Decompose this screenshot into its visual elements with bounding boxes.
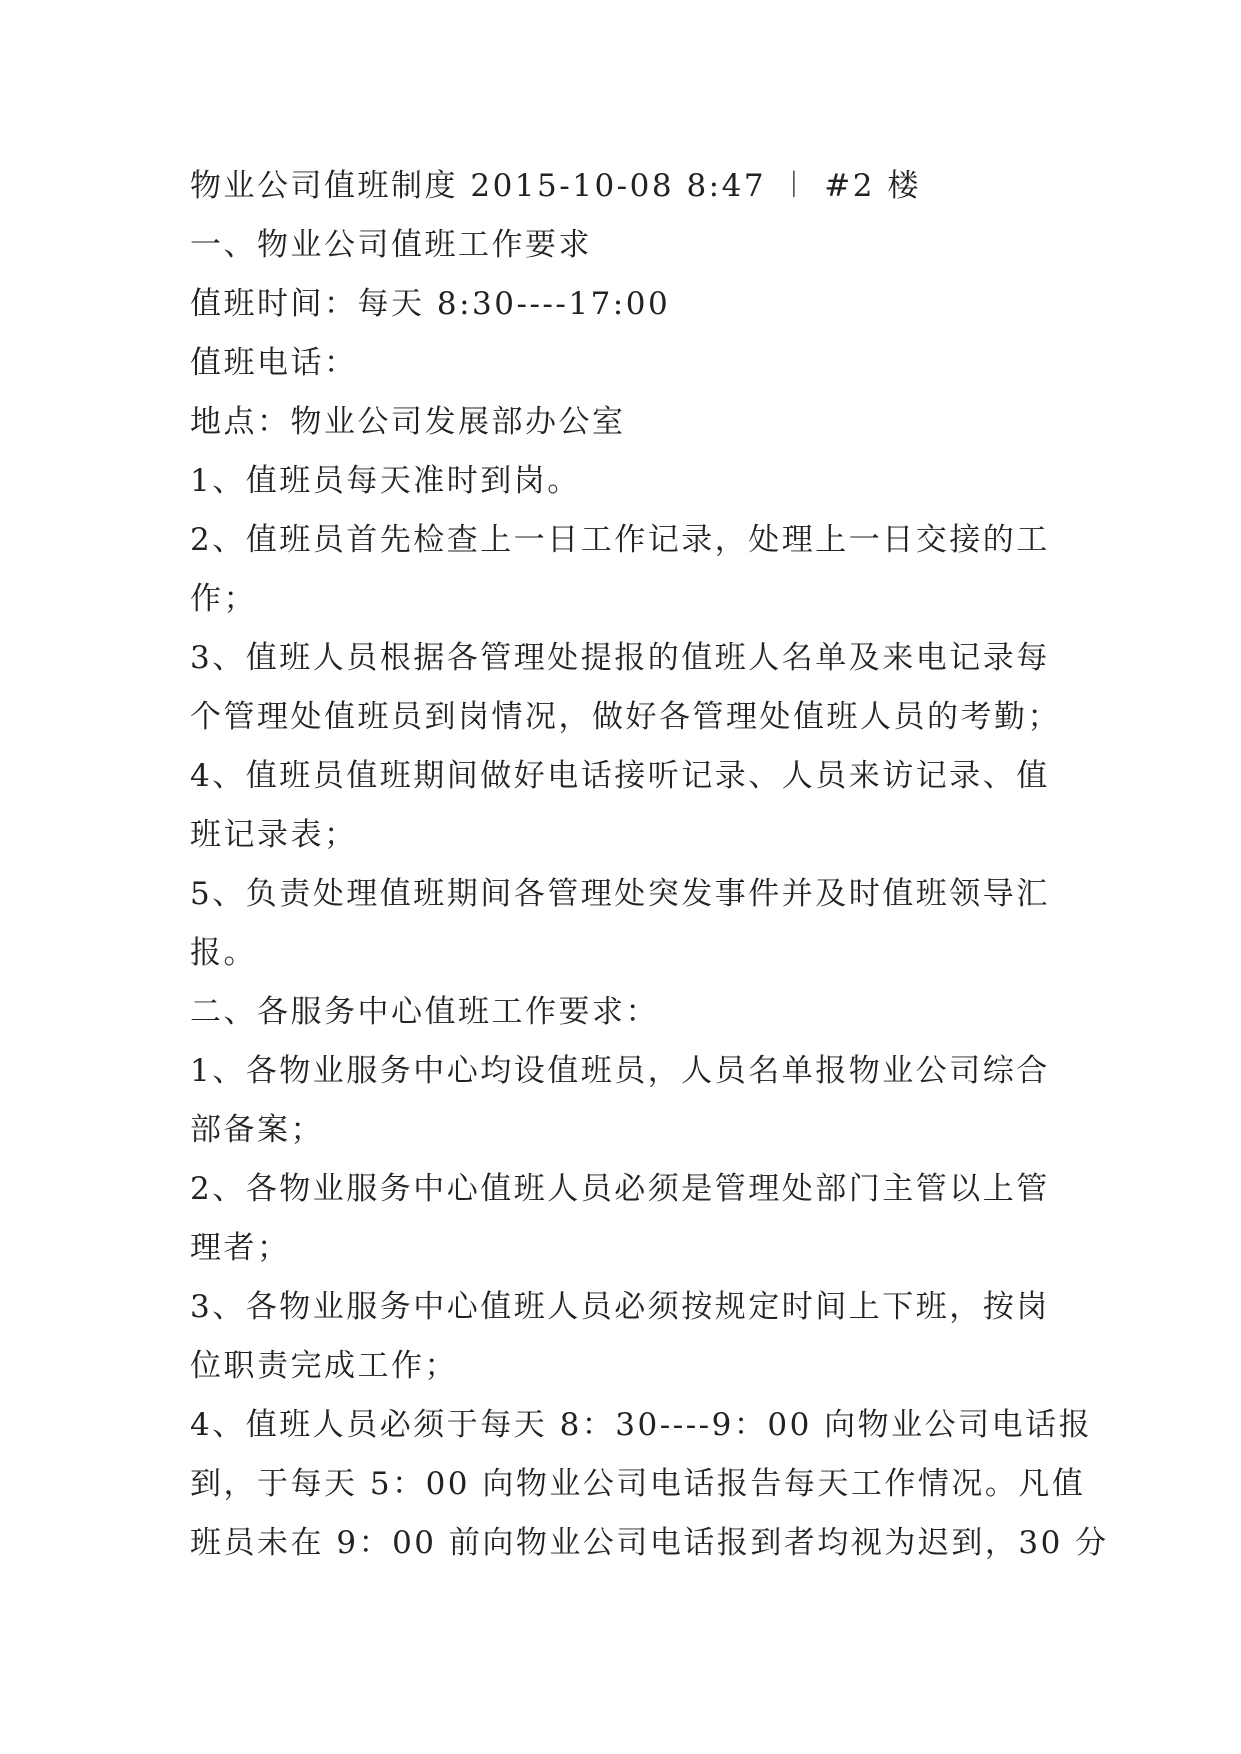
text-line: 班记录表； (190, 817, 358, 853)
document-title-line: 物业公司值班制度 2015-10-08 8:47 ︱ #2 楼 (190, 168, 921, 204)
section-heading-1: 一、物业公司值班工作要求 (190, 227, 592, 263)
text-line: 1、值班员每天准时到岗。 (190, 463, 581, 499)
text-line: 作； (190, 581, 257, 617)
document-body (190, 157, 1109, 1573)
text-line: 部备案； (190, 1112, 324, 1148)
text-line: 3、值班人员根据各管理处提报的值班人名单及来电记录每 (190, 640, 1050, 676)
text-line: 3、各物业服务中心值班人员必须按规定时间上下班，按岗 (190, 1289, 1050, 1325)
text-line: 位职责完成工作； (190, 1348, 458, 1384)
location-line: 地点：物业公司发展部办公室 (190, 404, 626, 440)
duty-time-line: 值班时间：每天 8:30----17:00 (190, 286, 671, 322)
text-line: 4、值班人员必须于每天 8：30----9：00 向物业公司电话报 (190, 1407, 1093, 1443)
section-heading-2: 二、各服务中心值班工作要求： (190, 994, 659, 1030)
text-line: 5、负责处理值班期间各管理处突发事件并及时值班领导汇 (190, 876, 1050, 912)
text-line: 个管理处值班员到岗情况，做好各管理处值班人员的考勤； (190, 699, 1061, 735)
text-line: 理者； (190, 1230, 291, 1266)
text-line: 2、各物业服务中心值班人员必须是管理处部门主管以上管 (190, 1171, 1050, 1207)
text-line: 2、值班员首先检查上一日工作记录，处理上一日交接的工 (190, 522, 1050, 558)
text-line: 到，于每天 5：00 向物业公司电话报告每天工作情况。凡值 (190, 1466, 1086, 1502)
text-line: 4、值班员值班期间做好电话接听记录、人员来访记录、值 (190, 758, 1050, 794)
text-line: 班员未在 9：00 前向物业公司电话报到者均视为迟到，30 分 (190, 1525, 1109, 1561)
duty-phone-line: 值班电话： (190, 345, 358, 381)
text-line: 报。 (190, 935, 257, 971)
text-line: 1、各物业服务中心均设值班员，人员名单报物业公司综合 (190, 1053, 1050, 1089)
